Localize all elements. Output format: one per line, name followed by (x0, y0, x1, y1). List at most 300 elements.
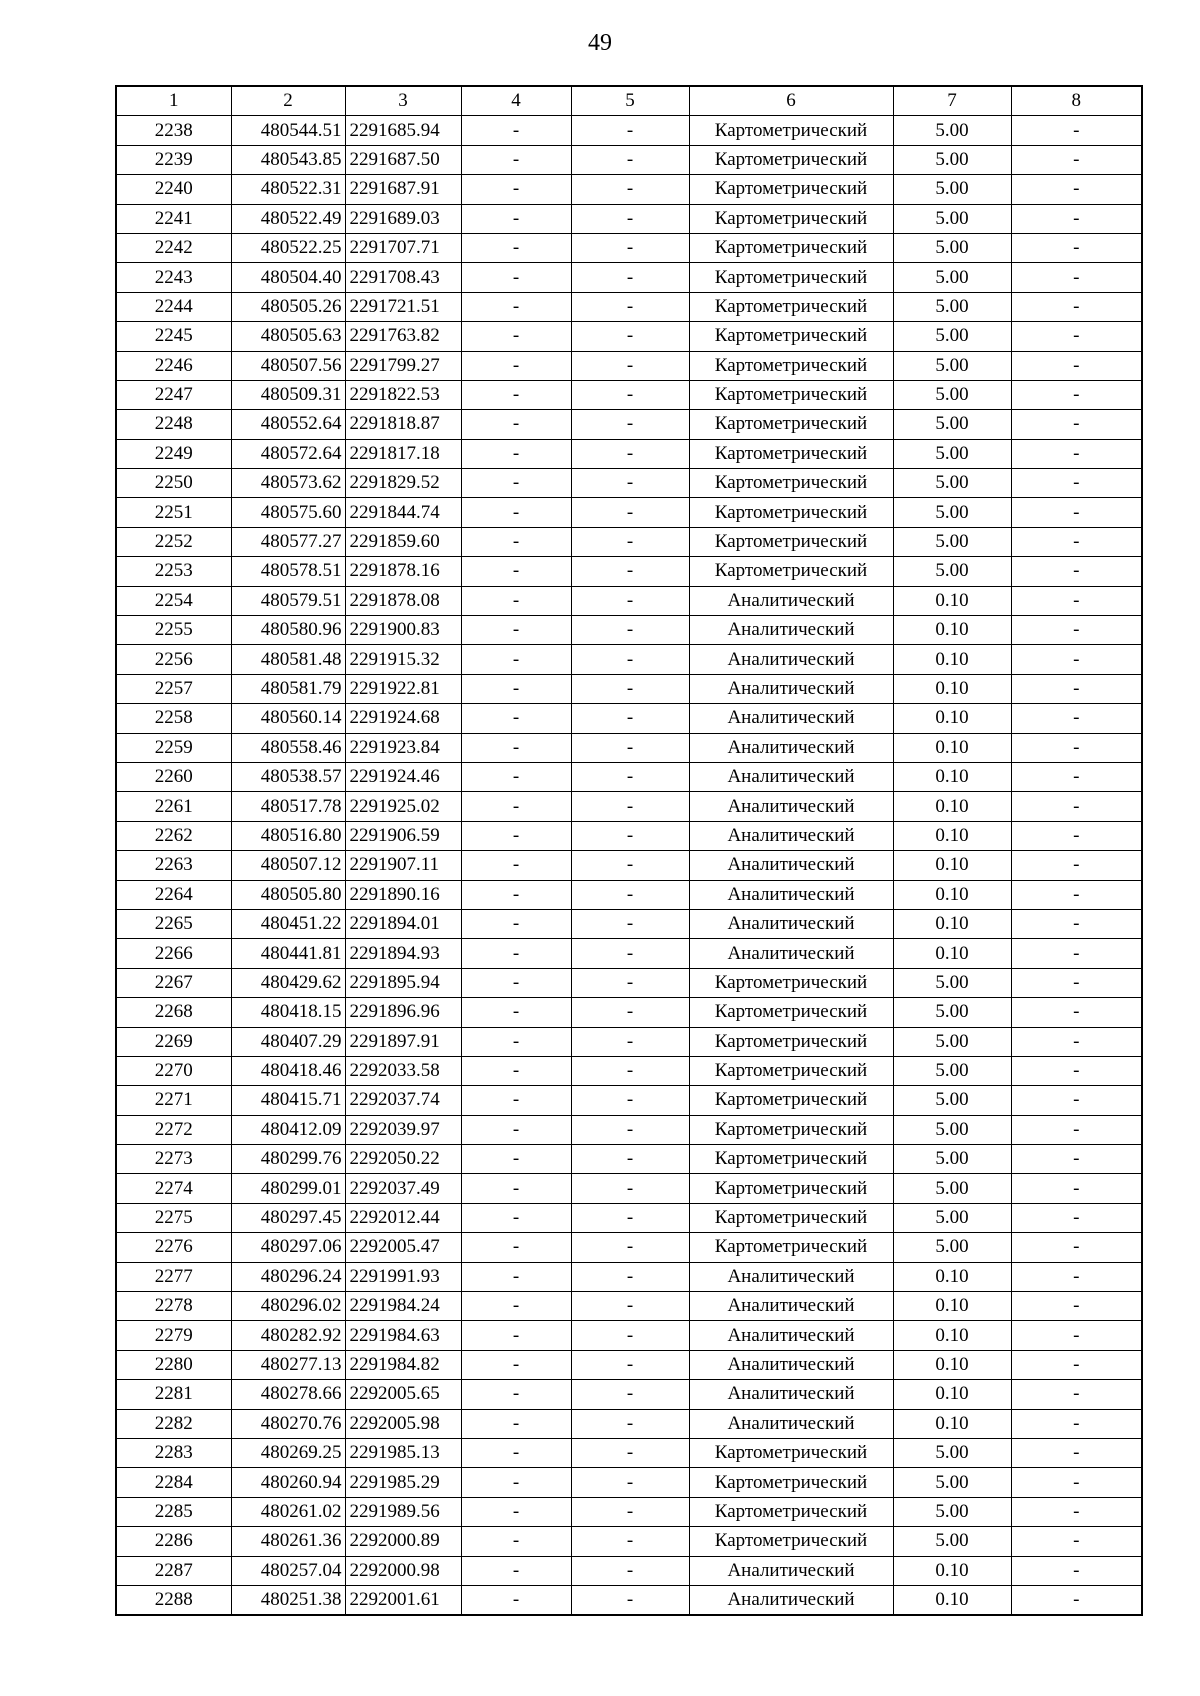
col4-cell: - (461, 1086, 571, 1115)
col8-cell: - (1011, 1438, 1142, 1467)
col4-cell: - (461, 1056, 571, 1085)
x-coordinate-cell: 480407.29 (231, 1027, 345, 1056)
col8-cell: - (1011, 469, 1142, 498)
col8-cell: - (1011, 1145, 1142, 1174)
accuracy-cell: 5.00 (893, 1203, 1011, 1232)
col8-cell: - (1011, 1527, 1142, 1556)
y-coordinate-cell: 2292005.98 (345, 1409, 461, 1438)
method-cell: Аналитический (689, 1350, 893, 1379)
y-coordinate-cell: 2291829.52 (345, 469, 461, 498)
col5-cell: - (571, 233, 689, 262)
x-coordinate-cell: 480412.09 (231, 1115, 345, 1144)
table-row (116, 380, 1142, 409)
col8-cell: - (1011, 145, 1142, 174)
col4-cell: - (461, 1556, 571, 1585)
x-coordinate-cell: 480507.12 (231, 851, 345, 880)
col5-cell: - (571, 998, 689, 1027)
y-coordinate-cell: 2291985.29 (345, 1468, 461, 1497)
col8-cell: - (1011, 175, 1142, 204)
accuracy-cell: 5.00 (893, 968, 1011, 997)
method-cell: Картометрический (689, 1027, 893, 1056)
x-coordinate-cell: 480277.13 (231, 1350, 345, 1379)
method-cell: Аналитический (689, 1321, 893, 1350)
table-row (116, 1233, 1142, 1262)
y-coordinate-cell: 2291708.43 (345, 263, 461, 292)
col8-cell: - (1011, 1321, 1142, 1350)
col5-cell: - (571, 1527, 689, 1556)
y-coordinate-cell: 2292037.74 (345, 1086, 461, 1115)
col4-cell: - (461, 1438, 571, 1467)
point-number-cell: 2266 (116, 939, 231, 968)
col4-cell: - (461, 792, 571, 821)
col5-cell: - (571, 1174, 689, 1203)
point-number-cell: 2254 (116, 586, 231, 615)
method-cell: Картометрический (689, 1233, 893, 1262)
table-row (116, 1497, 1142, 1526)
point-number-cell: 2259 (116, 733, 231, 762)
table-row (116, 1027, 1142, 1056)
x-coordinate-cell: 480261.02 (231, 1497, 345, 1526)
method-cell: Картометрический (689, 1056, 893, 1085)
col8-cell: - (1011, 851, 1142, 880)
col5-cell: - (571, 1556, 689, 1585)
point-number-cell: 2287 (116, 1556, 231, 1585)
y-coordinate-cell: 2291991.93 (345, 1262, 461, 1291)
col8-cell: - (1011, 998, 1142, 1027)
point-number-cell: 2264 (116, 880, 231, 909)
col4-cell: - (461, 851, 571, 880)
col5-cell: - (571, 792, 689, 821)
table-row (116, 1468, 1142, 1497)
method-cell: Картометрический (689, 557, 893, 586)
point-number-cell: 2271 (116, 1086, 231, 1115)
accuracy-cell: 0.10 (893, 939, 1011, 968)
col4-cell: - (461, 968, 571, 997)
table-row (116, 1145, 1142, 1174)
col4-cell: - (461, 1409, 571, 1438)
x-coordinate-cell: 480552.64 (231, 410, 345, 439)
col4-cell: - (461, 1174, 571, 1203)
table-row (116, 175, 1142, 204)
accuracy-cell: 5.00 (893, 998, 1011, 1027)
col8-cell: - (1011, 821, 1142, 850)
col5-cell: - (571, 851, 689, 880)
y-coordinate-cell: 2291799.27 (345, 351, 461, 380)
table-body (116, 116, 1142, 1615)
point-number-cell: 2248 (116, 410, 231, 439)
method-cell: Картометрический (689, 1438, 893, 1467)
accuracy-cell: 0.10 (893, 909, 1011, 938)
y-coordinate-cell: 2292033.58 (345, 1056, 461, 1085)
x-coordinate-cell: 480581.48 (231, 645, 345, 674)
point-number-cell: 2261 (116, 792, 231, 821)
table-row (116, 851, 1142, 880)
x-coordinate-cell: 480260.94 (231, 1468, 345, 1497)
method-cell: Картометрический (689, 1145, 893, 1174)
accuracy-cell: 5.00 (893, 557, 1011, 586)
col4-cell: - (461, 116, 571, 145)
col4-cell: - (461, 674, 571, 703)
y-coordinate-cell: 2292005.47 (345, 1233, 461, 1262)
col4-cell: - (461, 1380, 571, 1409)
point-number-cell: 2250 (116, 469, 231, 498)
x-coordinate-cell: 480257.04 (231, 1556, 345, 1585)
col8-cell: - (1011, 762, 1142, 791)
col5-cell: - (571, 292, 689, 321)
x-coordinate-cell: 480278.66 (231, 1380, 345, 1409)
point-number-cell: 2267 (116, 968, 231, 997)
x-coordinate-cell: 480507.56 (231, 351, 345, 380)
table-row (116, 322, 1142, 351)
col5-cell: - (571, 1409, 689, 1438)
col5-cell: - (571, 1468, 689, 1497)
point-number-cell: 2260 (116, 762, 231, 791)
col4-cell: - (461, 145, 571, 174)
col5-cell: - (571, 439, 689, 468)
col5-cell: - (571, 616, 689, 645)
x-coordinate-cell: 480505.63 (231, 322, 345, 351)
accuracy-cell: 5.00 (893, 1145, 1011, 1174)
method-cell: Картометрический (689, 116, 893, 145)
accuracy-cell: 0.10 (893, 1409, 1011, 1438)
col4-cell: - (461, 439, 571, 468)
method-cell: Аналитический (689, 939, 893, 968)
col4-cell: - (461, 998, 571, 1027)
col8-cell: - (1011, 645, 1142, 674)
column-header: 3 (345, 86, 461, 116)
accuracy-cell: 5.00 (893, 1233, 1011, 1262)
col4-cell: - (461, 410, 571, 439)
accuracy-cell: 0.10 (893, 880, 1011, 909)
accuracy-cell: 0.10 (893, 645, 1011, 674)
y-coordinate-cell: 2291895.94 (345, 968, 461, 997)
point-number-cell: 2256 (116, 645, 231, 674)
point-number-cell: 2243 (116, 263, 231, 292)
column-header: 8 (1011, 86, 1142, 116)
col5-cell: - (571, 498, 689, 527)
col8-cell: - (1011, 968, 1142, 997)
x-coordinate-cell: 480251.38 (231, 1585, 345, 1615)
method-cell: Аналитический (689, 1585, 893, 1615)
col8-cell: - (1011, 674, 1142, 703)
column-header: 1 (116, 86, 231, 116)
col8-cell: - (1011, 704, 1142, 733)
col8-cell: - (1011, 1262, 1142, 1291)
table-row (116, 909, 1142, 938)
column-header: 6 (689, 86, 893, 116)
col8-cell: - (1011, 1380, 1142, 1409)
table-row (116, 410, 1142, 439)
x-coordinate-cell: 480415.71 (231, 1086, 345, 1115)
point-number-cell: 2275 (116, 1203, 231, 1232)
col4-cell: - (461, 527, 571, 556)
accuracy-cell: 5.00 (893, 527, 1011, 556)
table-row (116, 1056, 1142, 1085)
accuracy-cell: 5.00 (893, 1497, 1011, 1526)
col5-cell: - (571, 469, 689, 498)
y-coordinate-cell: 2291687.50 (345, 145, 461, 174)
col4-cell: - (461, 762, 571, 791)
method-cell: Картометрический (689, 263, 893, 292)
method-cell: Картометрический (689, 204, 893, 233)
table-row (116, 1438, 1142, 1467)
col4-cell: - (461, 939, 571, 968)
x-coordinate-cell: 480572.64 (231, 439, 345, 468)
accuracy-cell: 0.10 (893, 821, 1011, 850)
method-cell: Картометрический (689, 351, 893, 380)
point-number-cell: 2276 (116, 1233, 231, 1262)
point-number-cell: 2245 (116, 322, 231, 351)
col8-cell: - (1011, 733, 1142, 762)
col5-cell: - (571, 175, 689, 204)
method-cell: Картометрический (689, 1086, 893, 1115)
y-coordinate-cell: 2291989.56 (345, 1497, 461, 1526)
col5-cell: - (571, 1350, 689, 1379)
col8-cell: - (1011, 1086, 1142, 1115)
table-row (116, 674, 1142, 703)
x-coordinate-cell: 480418.46 (231, 1056, 345, 1085)
table-row (116, 557, 1142, 586)
col8-cell: - (1011, 1203, 1142, 1232)
accuracy-cell: 5.00 (893, 263, 1011, 292)
y-coordinate-cell: 2291985.13 (345, 1438, 461, 1467)
y-coordinate-cell: 2291844.74 (345, 498, 461, 527)
col5-cell: - (571, 674, 689, 703)
column-header: 5 (571, 86, 689, 116)
col8-cell: - (1011, 1115, 1142, 1144)
accuracy-cell: 5.00 (893, 1438, 1011, 1467)
method-cell: Картометрический (689, 145, 893, 174)
x-coordinate-cell: 480580.96 (231, 616, 345, 645)
table-row (116, 527, 1142, 556)
accuracy-cell: 5.00 (893, 439, 1011, 468)
table-row (116, 1585, 1142, 1615)
x-coordinate-cell: 480544.51 (231, 116, 345, 145)
col8-cell: - (1011, 1233, 1142, 1262)
x-coordinate-cell: 480517.78 (231, 792, 345, 821)
y-coordinate-cell: 2292001.61 (345, 1585, 461, 1615)
accuracy-cell: 5.00 (893, 380, 1011, 409)
column-header: 7 (893, 86, 1011, 116)
col8-cell: - (1011, 351, 1142, 380)
x-coordinate-cell: 480296.02 (231, 1292, 345, 1321)
accuracy-cell: 5.00 (893, 145, 1011, 174)
col8-cell: - (1011, 292, 1142, 321)
table-row (116, 880, 1142, 909)
table-row (116, 233, 1142, 262)
table-row (116, 1174, 1142, 1203)
col8-cell: - (1011, 1350, 1142, 1379)
y-coordinate-cell: 2291984.82 (345, 1350, 461, 1379)
method-cell: Картометрический (689, 968, 893, 997)
point-number-cell: 2283 (116, 1438, 231, 1467)
y-coordinate-cell: 2291907.11 (345, 851, 461, 880)
x-coordinate-cell: 480418.15 (231, 998, 345, 1027)
table-row (116, 968, 1142, 997)
method-cell: Аналитический (689, 1262, 893, 1291)
table-row (116, 145, 1142, 174)
method-cell: Аналитический (689, 674, 893, 703)
col5-cell: - (571, 1497, 689, 1526)
col8-cell: - (1011, 1556, 1142, 1585)
method-cell: Картометрический (689, 998, 893, 1027)
col8-cell: - (1011, 586, 1142, 615)
accuracy-cell: 0.10 (893, 1262, 1011, 1291)
point-number-cell: 2262 (116, 821, 231, 850)
table-row (116, 939, 1142, 968)
table-row (116, 645, 1142, 674)
method-cell: Картометрический (689, 439, 893, 468)
point-number-cell: 2246 (116, 351, 231, 380)
x-coordinate-cell: 480270.76 (231, 1409, 345, 1438)
y-coordinate-cell: 2291984.63 (345, 1321, 461, 1350)
method-cell: Аналитический (689, 704, 893, 733)
table-row (116, 733, 1142, 762)
col5-cell: - (571, 1203, 689, 1232)
y-coordinate-cell: 2291822.53 (345, 380, 461, 409)
method-cell: Аналитический (689, 792, 893, 821)
x-coordinate-cell: 480269.25 (231, 1438, 345, 1467)
table-row (116, 439, 1142, 468)
accuracy-cell: 5.00 (893, 204, 1011, 233)
method-cell: Аналитический (689, 1292, 893, 1321)
x-coordinate-cell: 480575.60 (231, 498, 345, 527)
col8-cell: - (1011, 233, 1142, 262)
col5-cell: - (571, 145, 689, 174)
col4-cell: - (461, 175, 571, 204)
y-coordinate-cell: 2291859.60 (345, 527, 461, 556)
accuracy-cell: 0.10 (893, 792, 1011, 821)
col5-cell: - (571, 380, 689, 409)
col5-cell: - (571, 704, 689, 733)
col5-cell: - (571, 1145, 689, 1174)
accuracy-cell: 0.10 (893, 1585, 1011, 1615)
method-cell: Картометрический (689, 1203, 893, 1232)
col8-cell: - (1011, 263, 1142, 292)
method-cell: Аналитический (689, 1409, 893, 1438)
point-number-cell: 2278 (116, 1292, 231, 1321)
col5-cell: - (571, 410, 689, 439)
x-coordinate-cell: 480578.51 (231, 557, 345, 586)
point-number-cell: 2258 (116, 704, 231, 733)
x-coordinate-cell: 480429.62 (231, 968, 345, 997)
point-number-cell: 2274 (116, 1174, 231, 1203)
col4-cell: - (461, 821, 571, 850)
accuracy-cell: 5.00 (893, 322, 1011, 351)
table-row (116, 1292, 1142, 1321)
col5-cell: - (571, 1321, 689, 1350)
col4-cell: - (461, 1115, 571, 1144)
accuracy-cell: 5.00 (893, 1027, 1011, 1056)
accuracy-cell: 5.00 (893, 410, 1011, 439)
method-cell: Аналитический (689, 645, 893, 674)
point-number-cell: 2242 (116, 233, 231, 262)
accuracy-cell: 0.10 (893, 851, 1011, 880)
col5-cell: - (571, 821, 689, 850)
col4-cell: - (461, 233, 571, 262)
y-coordinate-cell: 2292005.65 (345, 1380, 461, 1409)
table-row (116, 1527, 1142, 1556)
point-number-cell: 2269 (116, 1027, 231, 1056)
col5-cell: - (571, 116, 689, 145)
point-number-cell: 2257 (116, 674, 231, 703)
col4-cell: - (461, 1497, 571, 1526)
method-cell: Картометрический (689, 469, 893, 498)
col4-cell: - (461, 880, 571, 909)
point-number-cell: 2240 (116, 175, 231, 204)
x-coordinate-cell: 480451.22 (231, 909, 345, 938)
col4-cell: - (461, 616, 571, 645)
method-cell: Аналитический (689, 880, 893, 909)
header-row (116, 86, 1142, 116)
point-number-cell: 2277 (116, 1262, 231, 1291)
y-coordinate-cell: 2291689.03 (345, 204, 461, 233)
x-coordinate-cell: 480560.14 (231, 704, 345, 733)
col5-cell: - (571, 586, 689, 615)
accuracy-cell: 5.00 (893, 498, 1011, 527)
col5-cell: - (571, 1056, 689, 1085)
point-number-cell: 2280 (116, 1350, 231, 1379)
col4-cell: - (461, 380, 571, 409)
col5-cell: - (571, 1262, 689, 1291)
y-coordinate-cell: 2291687.91 (345, 175, 461, 204)
method-cell: Аналитический (689, 821, 893, 850)
point-number-cell: 2244 (116, 292, 231, 321)
y-coordinate-cell: 2291900.83 (345, 616, 461, 645)
point-number-cell: 2238 (116, 116, 231, 145)
accuracy-cell: 0.10 (893, 586, 1011, 615)
point-number-cell: 2239 (116, 145, 231, 174)
table-row (116, 1556, 1142, 1585)
accuracy-cell: 5.00 (893, 1086, 1011, 1115)
method-cell: Картометрический (689, 1174, 893, 1203)
method-cell: Картометрический (689, 292, 893, 321)
col5-cell: - (571, 909, 689, 938)
x-coordinate-cell: 480522.31 (231, 175, 345, 204)
y-coordinate-cell: 2291707.71 (345, 233, 461, 262)
col8-cell: - (1011, 939, 1142, 968)
point-number-cell: 2288 (116, 1585, 231, 1615)
table-row (116, 821, 1142, 850)
col8-cell: - (1011, 1468, 1142, 1497)
table-row (116, 204, 1142, 233)
accuracy-cell: 5.00 (893, 469, 1011, 498)
point-number-cell: 2281 (116, 1380, 231, 1409)
y-coordinate-cell: 2291896.96 (345, 998, 461, 1027)
col5-cell: - (571, 1115, 689, 1144)
col8-cell: - (1011, 498, 1142, 527)
point-number-cell: 2273 (116, 1145, 231, 1174)
method-cell: Аналитический (689, 733, 893, 762)
y-coordinate-cell: 2291763.82 (345, 322, 461, 351)
accuracy-cell: 5.00 (893, 175, 1011, 204)
accuracy-cell: 5.00 (893, 292, 1011, 321)
point-number-cell: 2284 (116, 1468, 231, 1497)
col8-cell: - (1011, 557, 1142, 586)
y-coordinate-cell: 2291906.59 (345, 821, 461, 850)
table-row (116, 586, 1142, 615)
table-row (116, 792, 1142, 821)
x-coordinate-cell: 480297.06 (231, 1233, 345, 1262)
col4-cell: - (461, 586, 571, 615)
x-coordinate-cell: 480543.85 (231, 145, 345, 174)
page-number: 49 (588, 30, 612, 56)
table-row (116, 351, 1142, 380)
col5-cell: - (571, 322, 689, 351)
col5-cell: - (571, 939, 689, 968)
col8-cell: - (1011, 1409, 1142, 1438)
col5-cell: - (571, 1292, 689, 1321)
